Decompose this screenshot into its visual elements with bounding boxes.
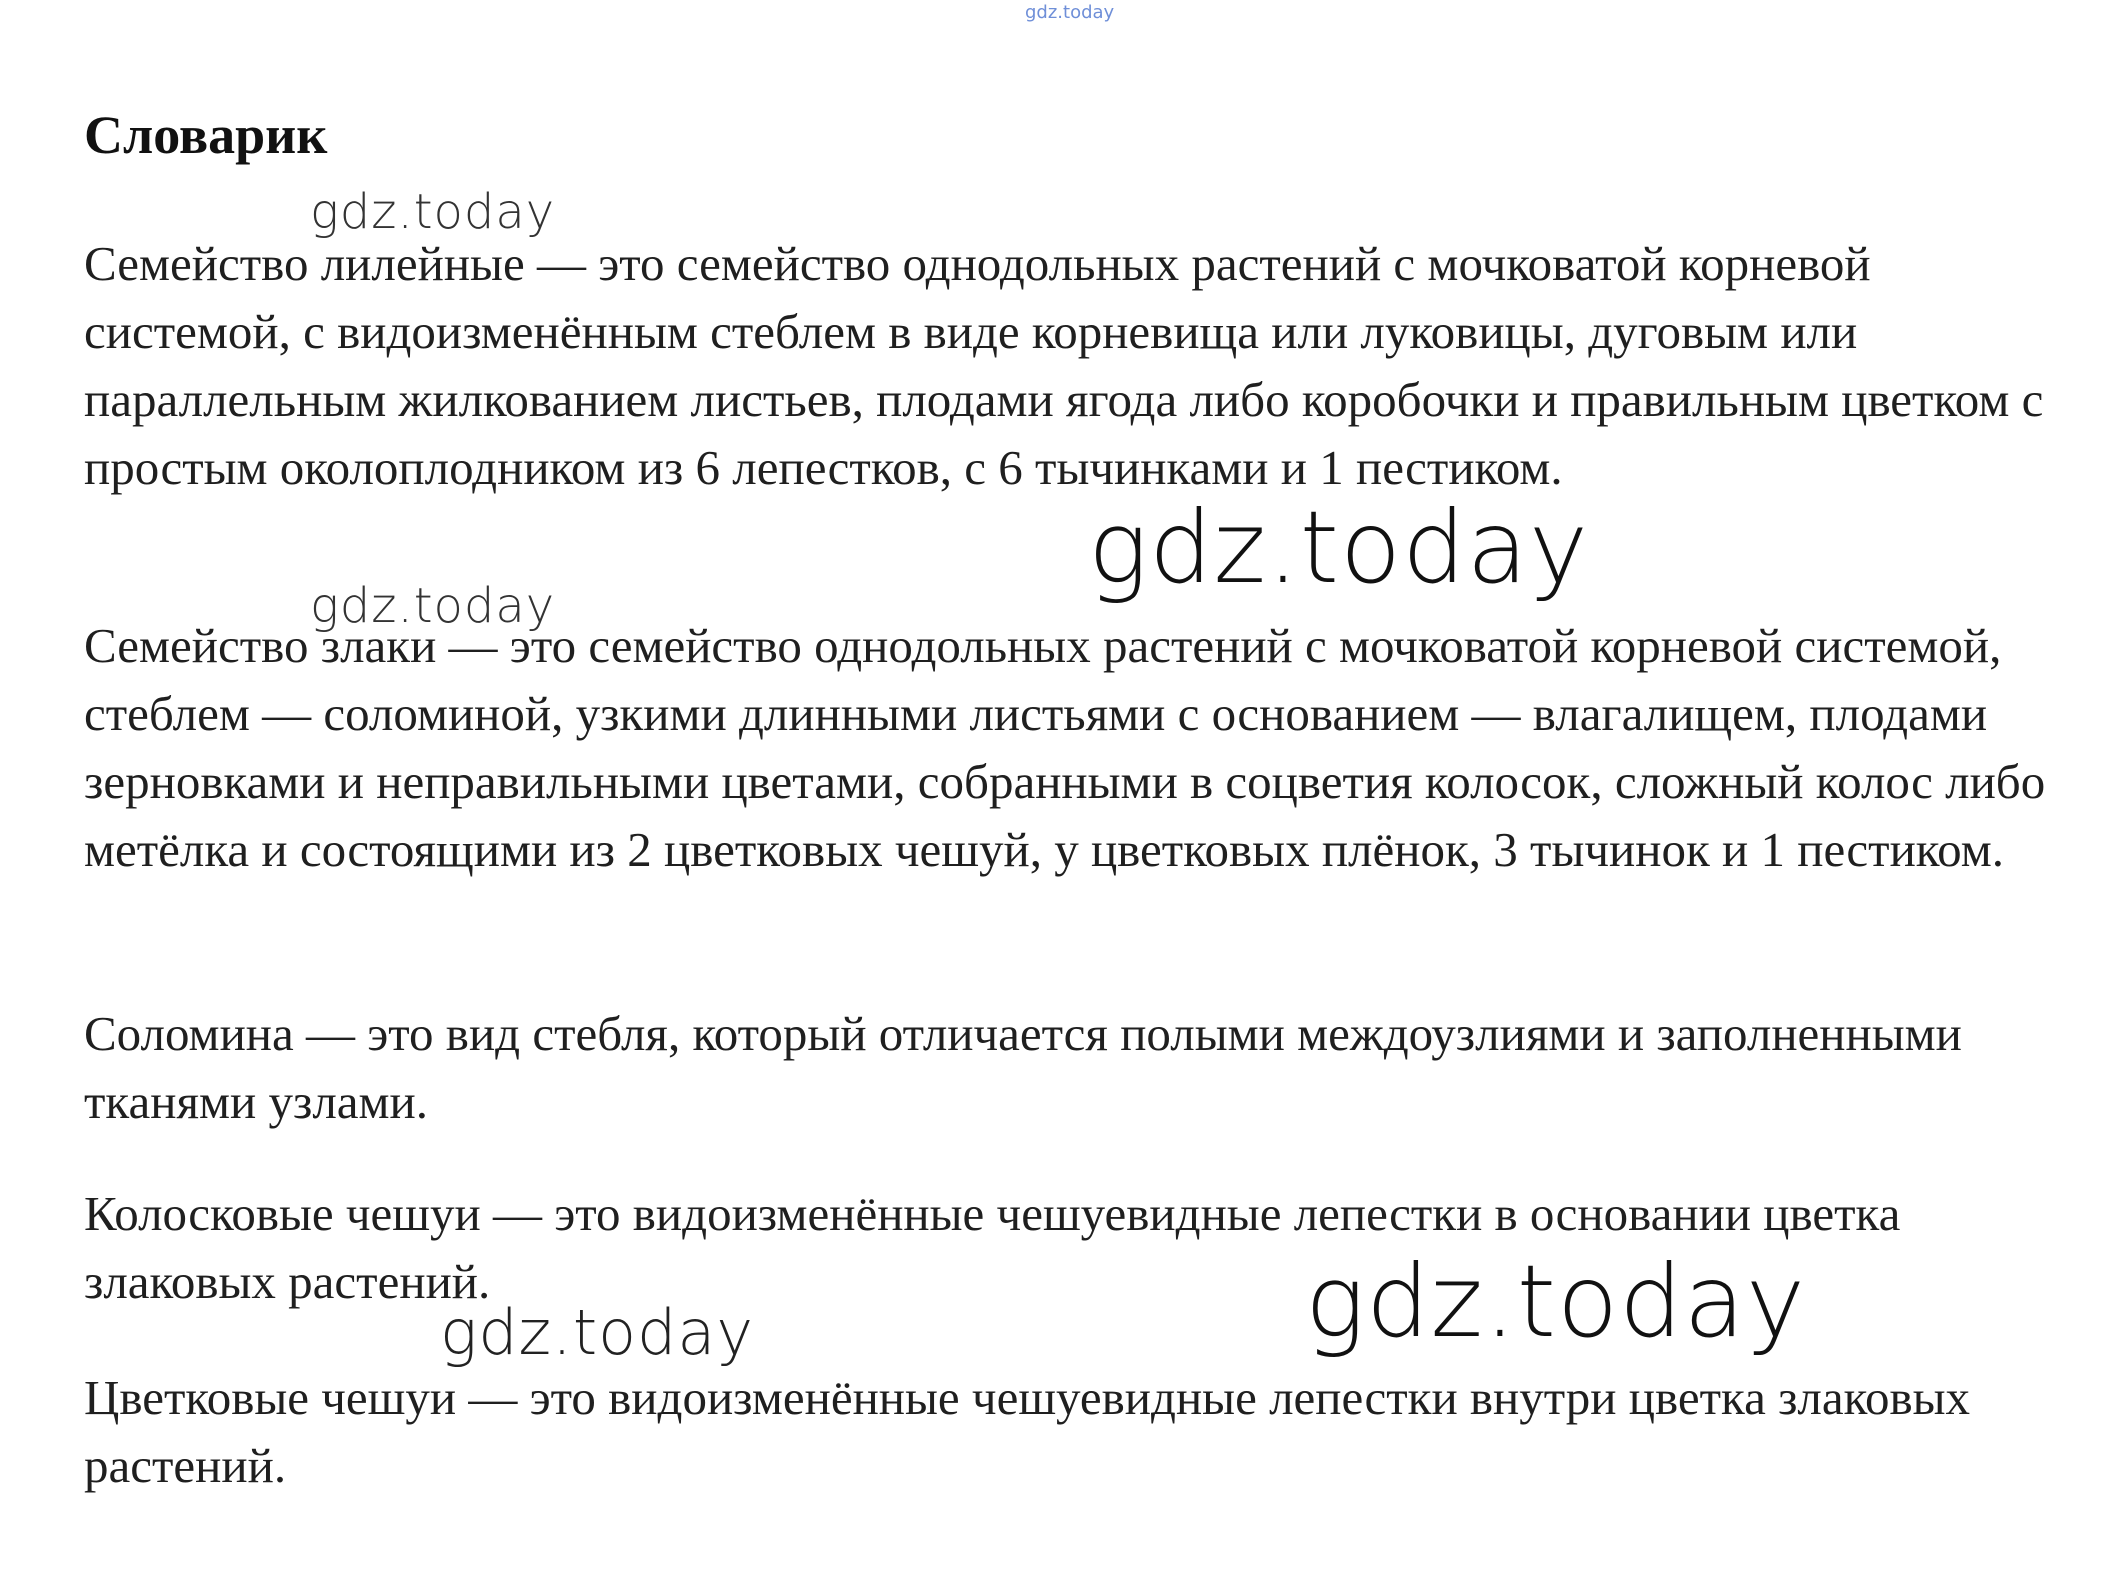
header-watermark: gdz.today — [1025, 2, 1115, 23]
watermark: gdz.today — [310, 578, 556, 634]
watermark: gdz.today — [310, 184, 556, 240]
page-title: Словарик — [84, 105, 328, 165]
paragraph-liliaceae: Семейство лилейные — это семейство однодольных растений с мочковатой корневой системой, с видоизменённым стеблем в виде корневища или луковицы, дуговым или параллельным жилкованием листьев, плодами ягода либо коробочки и правильным цветком с простым околоплодником из 6 лепестков, с 6 тычинками и 1 пестиком. — [84, 236, 2044, 495]
watermark: gdz.today — [1088, 489, 1590, 606]
paragraph-floret-scales: Цветковые чешуи — это видоизменённые чешуевидные лепестки внутри цветка злаковых растений. — [84, 1370, 1970, 1493]
paragraph-straw: Соломина — это вид стебля, который отличается полыми междоузлиями и заполненными тканями узлами. — [84, 1006, 1962, 1129]
watermark: gdz.today — [1305, 1243, 1807, 1360]
watermark: gdz.today — [440, 1296, 755, 1369]
paragraph-poaceae: Семейство злаки — это семейство однодольных растений с мочковатой корневой системой, стеблем — соломиной, узкими длинными листьями с основанием — влагалищем, плодами зерновками и неправильными цветами, собранными в соцветия колосок, сложный колос либо метёлка и состоящими из 2 цветковых чешуй, у цветковых плёнок, 3 тычинок и 1 пестиком. — [84, 618, 2046, 877]
paragraph-glumes: Колосковые чешуи — это видоизменённые чешуевидные лепестки в основании цветка злаковых растений. — [84, 1186, 1901, 1309]
